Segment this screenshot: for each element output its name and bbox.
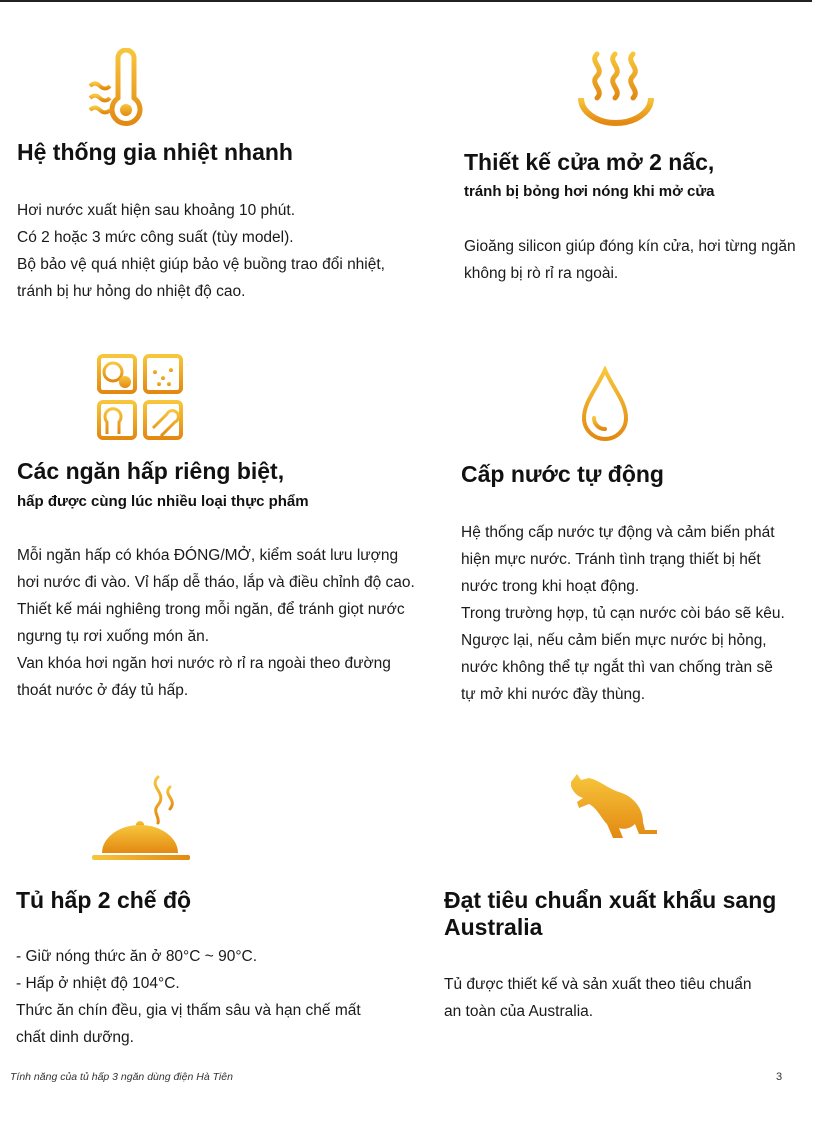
page-number: 3 — [776, 1071, 783, 1083]
feature-body — [464, 233, 796, 287]
steam-bowl-icon — [575, 48, 657, 128]
body-line: Bộ bảo vệ quá nhiệt giúp bảo vệ buồng trao đổi nhiệt, — [17, 256, 385, 273]
body-line: nước trong khi hoạt động. — [461, 578, 640, 595]
body-line: nước không thể tự ngắt thì van chống tràn sẽ — [461, 659, 773, 676]
body-line: tự mở khi nước đầy thùng. — [461, 686, 646, 703]
serving-cloche-icon — [88, 773, 194, 865]
body-line: Van khóa hơi ngăn hơi nước rò rỉ ra ngoài theo đường — [17, 655, 391, 672]
body-line: Tủ được thiết kế và sản xuất theo tiêu chuẩn — [444, 976, 752, 993]
water-drop-icon — [578, 366, 632, 446]
feature-title-line-2: Australia — [444, 914, 543, 940]
feature-body — [17, 542, 415, 704]
body-line: Hơi nước xuất hiện sau khoảng 10 phút. — [17, 202, 296, 219]
body-line: ngưng tụ rơi xuống món ăn. — [17, 628, 210, 645]
footer-caption: Tính năng của tủ hấp 3 ngăn dùng điện Hà Tiên — [10, 1071, 233, 1083]
kangaroo-icon — [565, 770, 661, 840]
body-line: Thiết kế mái nghiêng trong mỗi ngăn, để tránh giọt nước — [17, 601, 405, 618]
feature-body — [16, 943, 361, 1051]
feature-title: Tủ hấp 2 chế độ — [16, 887, 192, 913]
body-line: Có 2 hoặc 3 mức công suất (tùy model). — [17, 229, 294, 246]
body-line: hơi nước đi vào. Vỉ hấp dễ tháo, lắp và điều chỉnh độ cao. — [17, 574, 415, 591]
feature-title: Đạt tiêu chuẩn xuất khẩu sang — [444, 887, 777, 913]
body-line: hiện mực nước. Tránh tình trạng thiết bị hết — [461, 551, 761, 568]
feature-title: Thiết kế cửa mở 2 nấc, — [464, 149, 715, 175]
feature-subtitle: tránh bị bỏng hơi nóng khi mở cửa — [464, 183, 715, 200]
body-line: Gioăng silicon giúp đóng kín cửa, hơi từng ngăn — [464, 238, 796, 255]
body-line: Hệ thống cấp nước tự động và cảm biến phát — [461, 524, 775, 541]
body-line: Mỗi ngăn hấp có khóa ĐÓNG/MỞ, kiểm soát lưu lượng — [17, 547, 399, 564]
feature-subtitle: hấp được cùng lúc nhiều loại thực phẩm — [17, 493, 309, 510]
food-compartments-icon — [93, 350, 187, 444]
feature-body — [444, 971, 751, 1025]
body-line: - Hấp ở nhiệt độ 104°C. — [16, 975, 180, 992]
body-line: - Giữ nóng thức ăn ở 80°C ~ 90°C. — [16, 948, 258, 965]
body-line: Trong trường hợp, tủ cạn nước còi báo sẽ kêu. — [461, 605, 785, 622]
top-border-line — [0, 0, 812, 2]
body-line: Thức ăn chín đều, gia vị thấm sâu và hạn chế mất — [16, 1002, 361, 1019]
feature-body — [461, 519, 785, 708]
feature-title: Các ngăn hấp riêng biệt, — [17, 458, 285, 484]
feature-title: Hệ thống gia nhiệt nhanh — [17, 139, 293, 165]
body-line: không bị rò rỉ ra ngoài. — [464, 265, 619, 282]
feature-body — [17, 197, 385, 305]
body-line: tránh bị hư hỏng do nhiệt độ cao. — [17, 283, 246, 300]
body-line: thoát nước ở đáy tủ hấp. — [17, 682, 189, 699]
body-line: Ngược lại, nếu cảm biến mực nước bị hỏng, — [461, 632, 767, 649]
body-line: chất dinh dưỡng. — [16, 1029, 134, 1046]
feature-title: Cấp nước tự động — [461, 461, 664, 487]
thermometer-heat-icon — [88, 48, 154, 128]
body-line: an toàn của Australia. — [444, 1003, 594, 1020]
